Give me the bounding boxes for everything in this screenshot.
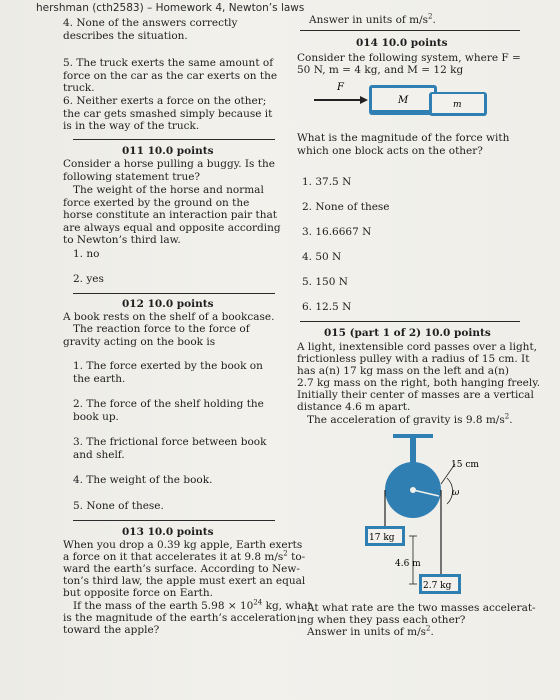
problem-013-line: ward the earth’s surface. According to New- <box>63 563 300 575</box>
choice-6: 6. Neither exerts a force on the other; the car gets smashed simply because it is in the way of the truck. <box>63 95 273 133</box>
problem-014-text: Consider the following system, where F = <box>297 52 521 64</box>
problem-014-choice-3: 3. 16.6667 N <box>302 226 372 238</box>
choice-5: 5. The truck exerts the same amount of force on the car as the car exerts on the truck. <box>63 57 278 95</box>
problem-013-line: If the mass of the earth $5.98 \times 10^{24}$ kg, what <box>73 598 312 612</box>
problem-013-line: but opposite force on Earth. <box>63 587 213 599</box>
problem-011-text: Consider a horse pulling a buggy. Is the following statement true? <box>63 158 275 183</box>
problem-015-header: 015 (part 1 of 2) 10.0 points <box>324 327 491 339</box>
problem-012-choice-2: 2. The force of the shelf holding the book up. <box>73 398 264 423</box>
problem-015-question: ing when they pass each other? <box>297 614 466 626</box>
problem-014-text: 50 N, m = 4 kg, and M = 12 kg <box>297 64 464 76</box>
problem-012-choice-3: 3. The frictional force between book and shelf. <box>73 436 267 461</box>
problem-015-line: The acceleration of gravity is 9.8 $m/s^2$. <box>307 412 513 426</box>
problem-013-line: is the magnitude of the earth’s acceleration <box>63 612 297 624</box>
problem-013-line: toward the apple? <box>63 624 160 636</box>
problem-013-line: ton’s third law, the apple must exert an equal <box>63 575 306 587</box>
problem-011-choice-1: 1. no <box>73 248 100 260</box>
problem-015-line: Initially their center of masses are a vertical <box>297 389 534 401</box>
problem-013-line: a force on it that accelerates it at 9.8 $m/s^2$ to- <box>63 549 306 563</box>
problem-015-line: distance 4.6 m apart. <box>297 401 411 413</box>
divider <box>300 30 520 31</box>
problem-015-question: At what rate are the two masses accelerat- <box>307 602 536 614</box>
problem-014-choice-4: 4. 50 N <box>302 251 342 263</box>
problem-012-choice-5: 5. None of these. <box>73 500 164 512</box>
divider <box>73 293 275 294</box>
problem-014-choice-1: 1. 37.5 N <box>302 176 352 188</box>
problem-015-line: has a(n) 17 kg mass on the left and a(n) <box>297 365 510 377</box>
problem-014-question: What is the magnitude of the force with which one block acts on the other? <box>297 132 510 157</box>
pulley-figure <box>355 434 505 609</box>
problem-013-line: When you drop a 0.39 kg apple, Earth exerts <box>63 539 303 551</box>
right-mass-label: 2.7 kg <box>423 581 452 591</box>
problem-015-units: Answer in units of $m/s^2$. <box>307 624 434 638</box>
divider <box>300 321 520 322</box>
problem-015-line: A light, inextensible cord passes over a light, <box>297 341 538 353</box>
problem-012-choice-1: 1. The force exerted by the book on the earth. <box>73 360 263 385</box>
problem-012-text: A book rests on the shelf of a bookcase. <box>63 311 275 323</box>
problem-011-choice-2: 2. yes <box>73 273 104 285</box>
problem-013-header: 013 10.0 points <box>122 526 214 538</box>
problem-012-question: The reaction force to the force of gravity acting on the book is <box>63 323 250 348</box>
divider <box>73 139 275 140</box>
problem-011-header: 011 10.0 points <box>122 145 214 157</box>
problem-014-choice-5: 5. 150 N <box>302 276 348 288</box>
problem-011-statement: The weight of the horse and normal force exerted by the ground on the horse constitute an interaction pair that are always equal and opposite according to Newton’s third law. <box>63 184 281 247</box>
divider <box>73 520 275 521</box>
ceiling-mount <box>393 434 433 438</box>
page-header: hershman (cth2583) – Homework 4, Newton’s laws <box>36 2 305 14</box>
blocks-figure <box>312 80 492 120</box>
small-block-label: m <box>453 100 462 110</box>
distance-label: 4.6 m <box>395 559 421 569</box>
choice-4: 4. None of the answers correctly describes the situation. <box>63 17 238 42</box>
problem-012-header: 012 10.0 points <box>122 298 214 310</box>
problem-014-header: 014 10.0 points <box>356 37 448 49</box>
problem-012-choice-4: 4. The weight of the book. <box>73 474 213 486</box>
omega-label: ω <box>452 488 460 498</box>
problem-015-line: frictionless pulley with a radius of 15 cm. It <box>297 353 530 365</box>
answer-units: Answer in units of $m/s^2$. <box>309 12 436 26</box>
problem-015-line: 2.7 kg mass on the right, both hanging freely. <box>297 377 541 389</box>
force-label: F <box>337 82 344 93</box>
force-arrowhead <box>360 96 368 104</box>
left-mass-label: 17 kg <box>369 533 395 543</box>
big-block-label: M <box>398 95 409 106</box>
problem-014-choice-6: 6. 12.5 N <box>302 301 352 313</box>
radius-label: 15 cm <box>451 460 479 470</box>
problem-014-choice-2: 2. None of these <box>302 201 390 213</box>
